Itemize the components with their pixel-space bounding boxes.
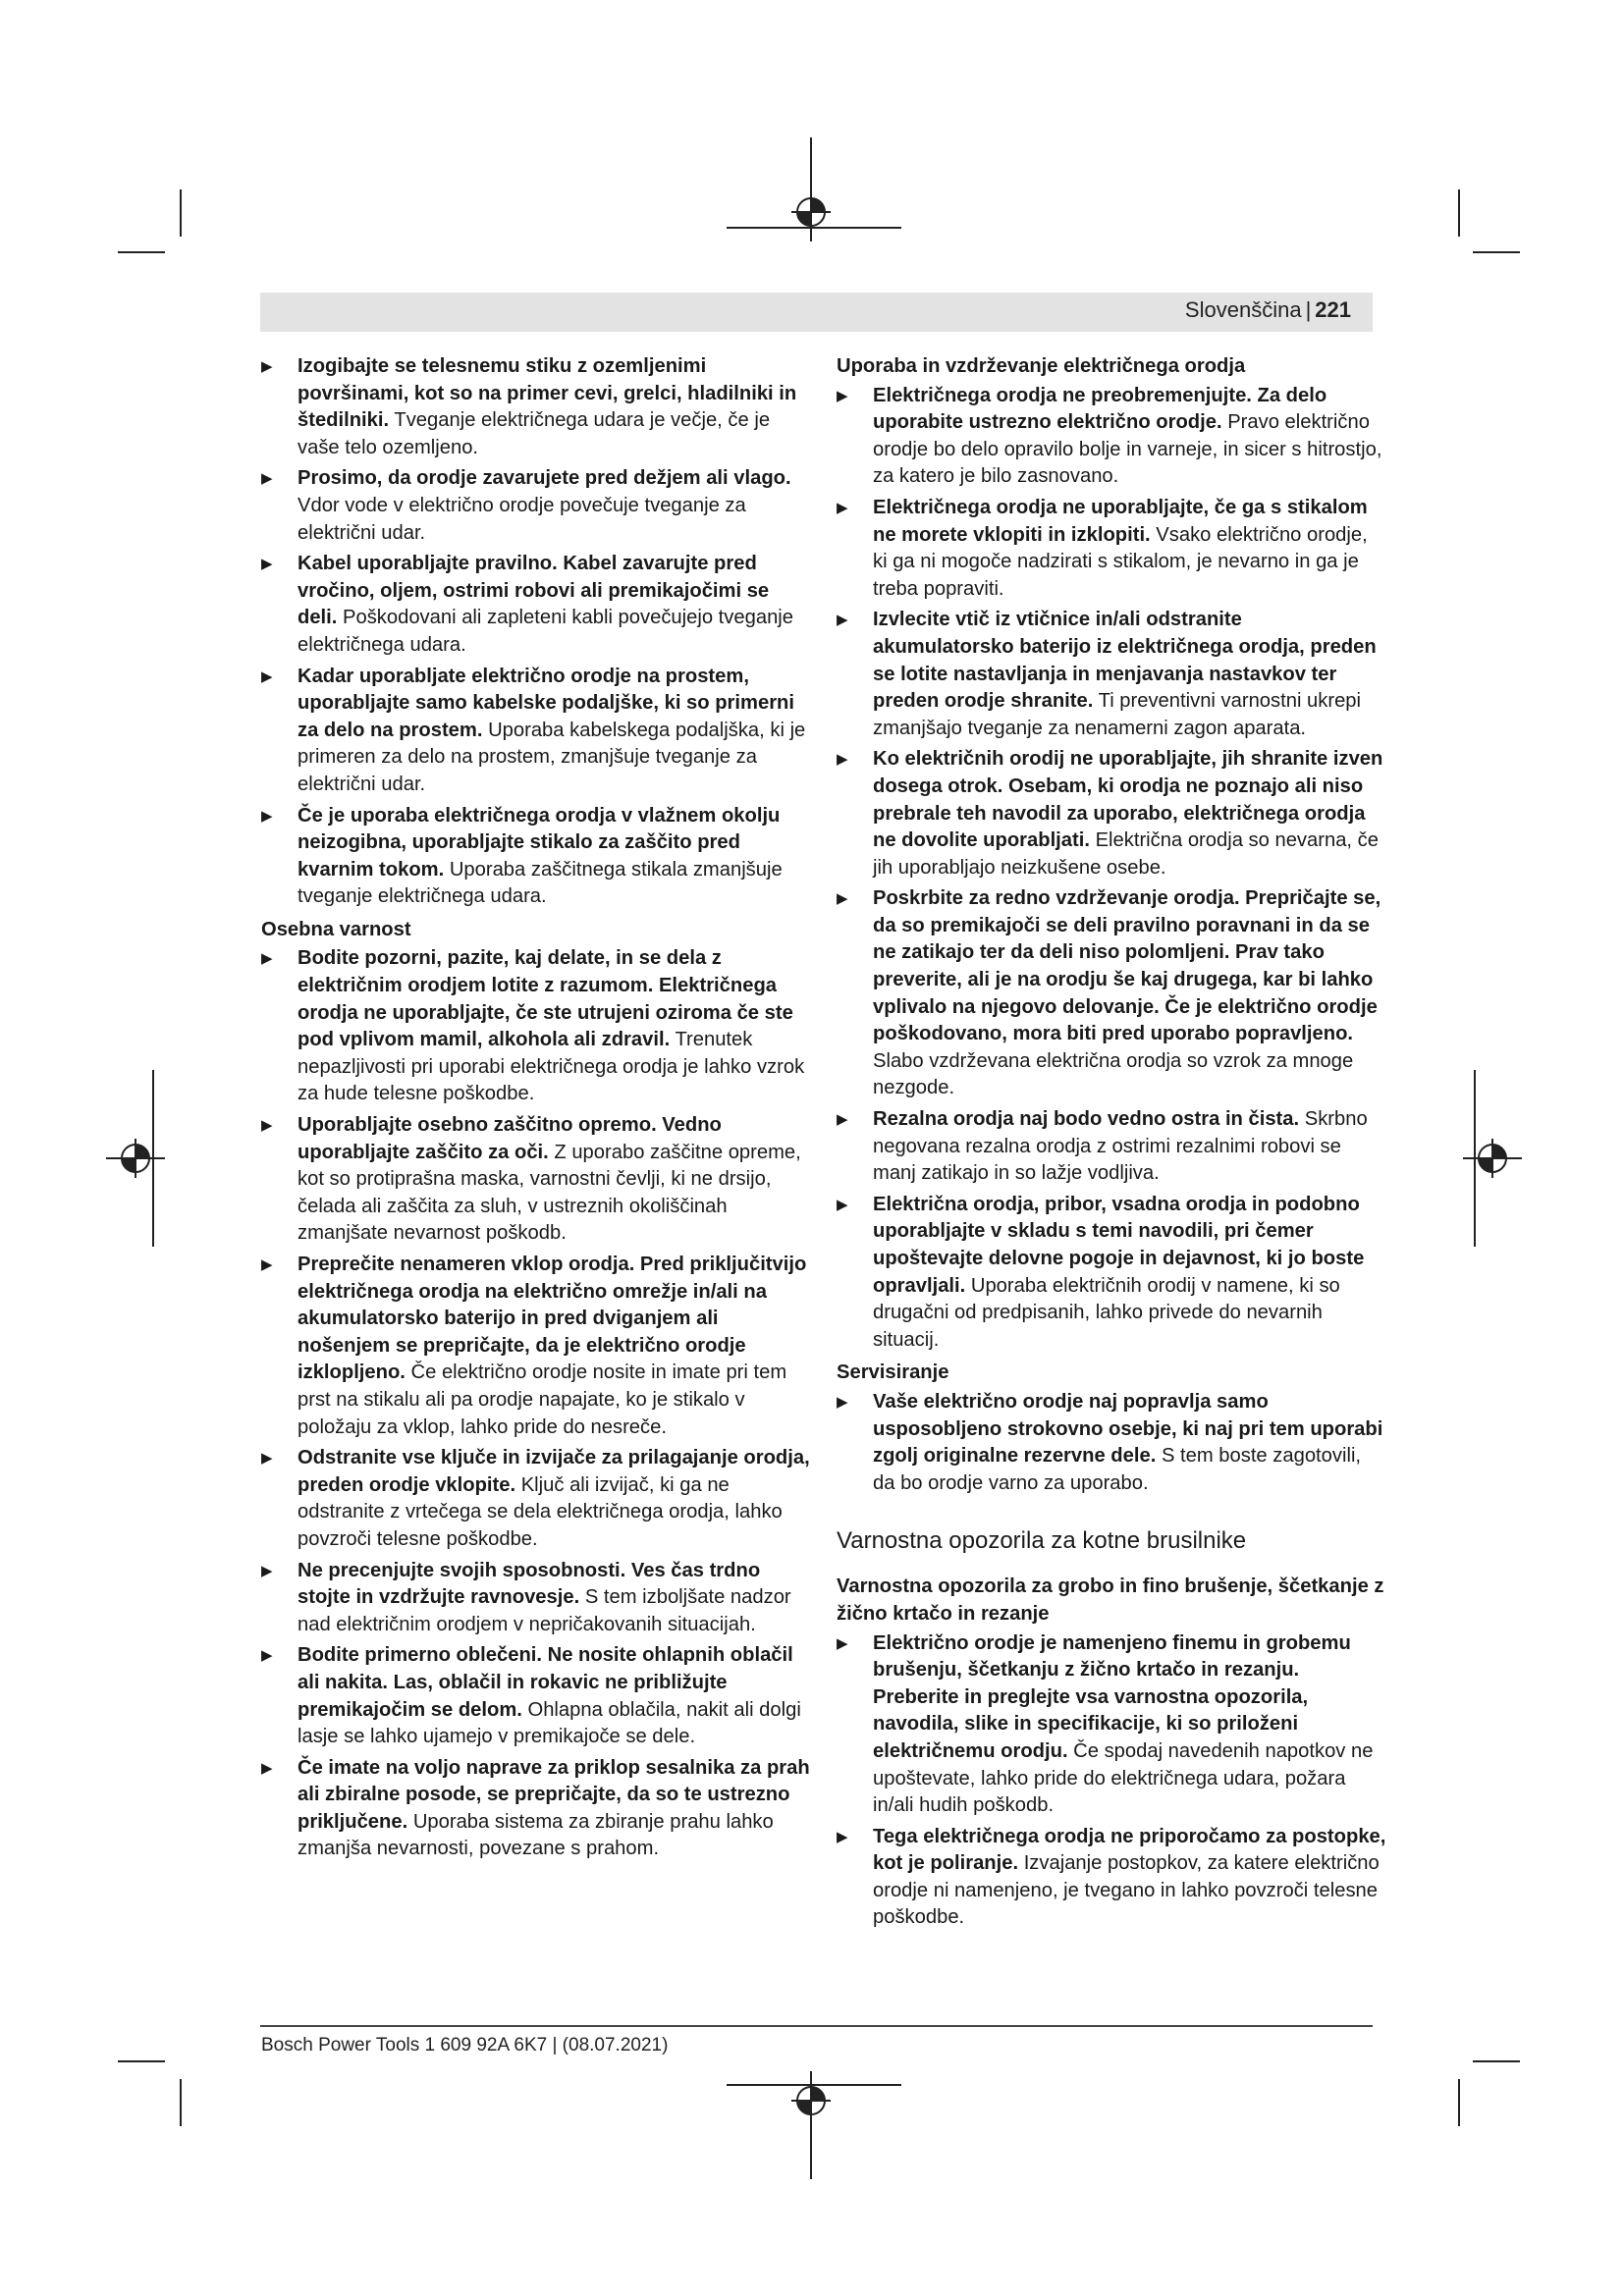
triangle-bullet-icon: ▶ <box>837 1634 848 1652</box>
triangle-bullet-icon: ▶ <box>261 1256 273 1273</box>
page-number: 221 <box>1315 297 1351 322</box>
warning-item <box>261 1755 811 1863</box>
warning-instruction: Rezalna orodja naj bodo vedno ostra in čista. <box>873 1108 1300 1131</box>
warning-explanation: Uporaba sistema za zbiranje prahu lahko zmanjša nevarnosti, povezane s prahom. <box>298 1810 774 1860</box>
header-text <box>1185 297 1351 323</box>
warning-item <box>837 495 1386 603</box>
warning-item <box>261 353 811 461</box>
warning-explanation: Če spodaj navedenih napotkov ne upoštevate, lahko pride do električnega udara, požara in/ali hudih poškodb. <box>873 1739 1374 1817</box>
warning-explanation: Tveganje električnega udara je večje, če je vaše telo ozemljeno. <box>298 409 771 458</box>
triangle-bullet-icon: ▶ <box>261 470 273 488</box>
left-items-b <box>261 945 811 1863</box>
registration-target-icon <box>106 1070 165 1247</box>
right-items-c <box>837 1630 1386 1933</box>
triangle-bullet-icon: ▶ <box>837 387 848 404</box>
warning-explanation: Uporaba električnih orodij v namene, ki so drugačni od predpisanih, lahko privede do nevarnih situacij. <box>873 1274 1340 1351</box>
warning-explanation: Če električno orodje nosite in imate pri tem prst na stikalu ali pa orodje napajate, ko je stikalo v položaju za vklop, lahko pride do nesreče. <box>298 1362 787 1438</box>
warning-explanation: Pravo električno orodje bo delo opravilo bolje in varneje, in sicer s hitrostjo, za katero je bilo zasnovano. <box>873 411 1382 488</box>
warning-instruction: Kadar uporabljate električno orodje na prostem, uporabljajte samo kabelske podaljške, ki so primerni za delo na prostem. <box>298 665 794 741</box>
warning-instruction: Izvlecite vtič iz vtičnice in/ali odstranite akumulatorsko baterijo iz električnega orodja, preden se lotite nastavljanja in menjavanja nastavkov ter preden orodje shranite. <box>873 609 1377 713</box>
warning-item <box>837 383 1386 491</box>
warning-explanation: Slabo vzdrževana električna orodja so vzrok za mnoge nezgode. <box>873 1049 1354 1099</box>
header-language: Slovenščina <box>1184 297 1302 322</box>
crop-mark <box>118 2060 165 2062</box>
right-items-a <box>837 383 1386 1355</box>
warning-item <box>261 1252 811 1441</box>
warning-instruction: Električnega orodja ne preobremenjujte. Za delo uporabite ustrezno električno orodje. <box>873 384 1327 434</box>
triangle-bullet-icon: ▶ <box>261 1450 273 1468</box>
footer-rule <box>260 2025 1373 2027</box>
warning-item <box>837 607 1386 742</box>
crop-mark <box>180 189 182 237</box>
crop-mark <box>1473 2060 1520 2062</box>
triangle-bullet-icon: ▶ <box>837 751 848 769</box>
warning-item <box>261 1445 811 1553</box>
triangle-bullet-icon: ▶ <box>261 807 273 825</box>
footer-text: Bosch Power Tools 1 609 92A 6K7 | (08.07.2021) <box>261 2035 669 2056</box>
triangle-bullet-icon: ▶ <box>261 358 273 375</box>
warning-item <box>837 1630 1386 1820</box>
registration-target-icon <box>727 2022 903 2179</box>
warning-instruction: Izogibajte se telesnemu stiku z ozemljenimi površinami, kot so na primer cevi, grelci, hladilniki in štedilniki. <box>298 355 797 432</box>
warning-item <box>261 1112 811 1248</box>
warning-explanation: Vsako električno orodje, ki ga ni mogoče nadzirati s stikalom, je nevarno in ga je treba popraviti. <box>873 523 1368 600</box>
triangle-bullet-icon: ▶ <box>261 1117 273 1135</box>
warning-explanation: Ti preventivni varnostni ukrepi zmanjšajo tveganje za nenamerni zagon aparata. <box>873 690 1362 739</box>
warning-explanation: Trenutek nepazljivosti pri uporabi električnega orodja je lahko vzrok za hude telesne poškodbe. <box>298 1029 805 1105</box>
warning-instruction: Električnega orodja ne uporabljajte, če ga s stikalom ne morete vklopiti in izklopiti. <box>873 496 1368 546</box>
subhead-grinding-warnings: Varnostna opozorila za grobo in fino brušenje, ščetkanje z žično krtačo in rezanje <box>837 1575 1384 1625</box>
warning-item <box>261 1558 811 1639</box>
warning-explanation: Ohlapna oblačila, nakit ali dolgi lasje se lahko ujamejo v premikajoče se dele. <box>298 1698 801 1748</box>
warning-instruction: Uporabljajte osebno zaščitno opremo. Vedno uporabljajte zaščito za oči. <box>298 1114 722 1163</box>
triangle-bullet-icon: ▶ <box>261 1759 273 1777</box>
warning-item <box>837 1106 1386 1188</box>
section-title-angle-grinders: Varnostna opozorila za kotne brusilnike <box>837 1527 1247 1555</box>
warning-instruction: Električno orodje je namenjeno finemu in grobemu brušenju, ščetkanju z žično krtačo in rezanju. Preberite in preglejte vsa varnostna opozorila, navodila, slike in specifikacije, ki so priloženi električnemu orodju. <box>873 1631 1351 1762</box>
warning-item <box>837 1192 1386 1355</box>
page-header <box>260 293 1373 332</box>
warning-instruction: Bodite primerno oblečeni. Ne nosite ohlapnih oblačil ali nakita. Las, oblačil in rokavic ne približujte premikajočim se delom. <box>298 1644 793 1721</box>
warning-instruction: Tega električnega orodja ne priporočamo za postopke, kot je poliranje. <box>873 1825 1386 1875</box>
right-items-b <box>837 1389 1386 1497</box>
warning-item <box>261 465 811 547</box>
triangle-bullet-icon: ▶ <box>261 950 273 968</box>
warning-item <box>261 803 811 911</box>
left-column <box>261 353 811 1867</box>
crop-mark <box>1458 189 1460 237</box>
registration-target-icon <box>1463 1070 1522 1247</box>
warning-instruction: Prosimo, da orodje zavarujete pred dežjem ali vlago. <box>298 467 791 490</box>
triangle-bullet-icon: ▶ <box>261 667 273 685</box>
warning-instruction: Električna orodja, pribor, vsadna orodja in podobno uporabljajte v skladu s temi navodili, pri čemer upoštevajte delovne pogoje in dejavnost, ki jo boste opravljali. <box>873 1193 1365 1297</box>
crop-mark <box>118 251 165 253</box>
triangle-bullet-icon: ▶ <box>837 499 848 516</box>
warning-explanation: Skrbno negovana rezalna orodja z ostrimi rezalnimi robovi se manj zatikajo in so lažje vodljiva. <box>873 1108 1368 1185</box>
left-items-a <box>261 353 811 911</box>
warning-instruction: Vaše električno orodje naj popravlja samo usposobljeno strokovno osebje, ki naj pri tem uporabi zgolj originalne rezervne dele. <box>873 1390 1383 1468</box>
warning-item <box>261 945 811 1108</box>
warning-instruction: Ko električnih orodij ne uporabljajte, jih shranite izven dosega otrok. Osebam, ki orodja ne poznajo ali niso prebrale teh navodil za uporabo, električnega orodja ne dovolite uporabljati. <box>873 748 1383 852</box>
crop-mark <box>1458 2079 1460 2126</box>
triangle-bullet-icon: ▶ <box>837 1828 848 1845</box>
warning-explanation: Električna orodja so nevarna, če jih uporabljajo neizkušene osebe. <box>873 829 1379 879</box>
triangle-bullet-icon: ▶ <box>837 612 848 629</box>
warning-instruction: Poskrbite za redno vzdrževanje orodja. Prepričajte se, da so premikajoči se deli pravilno poravnani in da se ne zatikajo ter da deli niso polomljeni. Prav tako preverite, ali je na orodju še kaj drugega, kar bi lahko vplivalo na njegovo delovanje. Če je električno orodje poškodovano, mora biti pred uporabo popravljeno. <box>873 887 1381 1045</box>
warning-item <box>261 551 811 659</box>
triangle-bullet-icon: ▶ <box>261 1647 273 1665</box>
warning-explanation: Uporaba kabelskega podaljška, ki je primeren za delo na prostem, zmanjšuje tveganje za električni udar. <box>298 719 806 795</box>
subhead-use-and-care: Uporaba in vzdrževanje električnega orodja <box>837 355 1246 377</box>
warning-instruction: Bodite pozorni, pazite, kaj delate, in se dela z električnim orodjem lotite z razumom. Električnega orodja ne uporabljajte, če ste utrujeni oziroma če ste pod vplivom mamil, alkohola ali zdravil. <box>298 947 793 1051</box>
warning-instruction: Preprečite nenameren vklop orodja. Pred priključitvijo električnega orodja na električno omrežje in/ali na akumulatorsko baterijo in pred dviganjem ali nošenjem se prepričajte, da je električno orodje izklopljeno. <box>298 1254 807 1384</box>
triangle-bullet-icon: ▶ <box>261 556 273 573</box>
crop-mark <box>1473 251 1520 253</box>
warning-item <box>837 746 1386 881</box>
warning-explanation: Izvajanje postopkov, za katere električno orodje ni namenjeno, je tvegano in lahko povzroči telesne poškodbe. <box>873 1852 1380 1929</box>
warning-item <box>261 1642 811 1750</box>
triangle-bullet-icon: ▶ <box>837 1393 848 1411</box>
subhead-personal-safety: Osebna varnost <box>261 918 411 940</box>
warning-explanation: S tem izboljšate nadzor nad električnim orodjem v nepričakovanih situacijah. <box>298 1586 791 1635</box>
warning-item <box>837 885 1386 1102</box>
crop-mark <box>180 2079 182 2126</box>
triangle-bullet-icon: ▶ <box>261 1562 273 1579</box>
warning-explanation: Poškodovani ali zapleteni kabli povečujejo tveganje električnega udara. <box>298 607 794 656</box>
warning-item <box>837 1824 1386 1932</box>
warning-explanation: Uporaba zaščitnega stikala zmanjšuje tveganje električnega udara. <box>298 858 783 908</box>
registration-target-icon <box>727 137 903 294</box>
triangle-bullet-icon: ▶ <box>837 890 848 908</box>
header-separator: | <box>1305 297 1312 322</box>
warning-explanation: Vdor vode v električno orodje povečuje tveganje za električni udar. <box>298 494 746 544</box>
warning-explanation: Z uporabo zaščitne opreme, kot so protiprašna maska, varnostni čevlji, ki ne drsijo, čelada ali zaščita za sluh, v ustreznih okoliščinah zmanjšate nevarnost poškodb. <box>298 1141 801 1245</box>
warning-item <box>261 664 811 799</box>
triangle-bullet-icon: ▶ <box>837 1196 848 1213</box>
warning-instruction: Če imate na voljo naprave za priklop sesalnika za prah ali zbiralne posode, se prepričajte, da so te ustrezno priključene. <box>298 1756 810 1833</box>
triangle-bullet-icon: ▶ <box>837 1111 848 1129</box>
warning-instruction: Če je uporaba električnega orodja v vlažnem okolju neizogibna, uporabljajte stikalo za zaščito pred kvarnim tokom. <box>298 804 781 881</box>
warning-item <box>837 1389 1386 1497</box>
right-column <box>837 353 1386 1936</box>
subhead-service: Servisiranje <box>837 1362 949 1384</box>
warning-instruction: Odstranite vse ključe in izvijače za prilagajanje orodja, preden orodje vklopite. <box>298 1447 810 1496</box>
warning-instruction: Kabel uporabljajte pravilno. Kabel zavarujte pred vročino, oljem, ostrimi robovi ali premikajočimi se deli. <box>298 553 770 629</box>
warning-explanation: Ključ ali izvijač, ki ga ne odstranite z vrtečega se dela električnega orodja, lahko povzroči telesne poškodbe. <box>298 1473 783 1550</box>
warning-explanation: S tem boste zagotovili, da bo orodje varno za uporabo. <box>873 1445 1362 1494</box>
warning-instruction: Ne precenjujte svojih sposobnosti. Ves čas trdno stojte in vzdržujte ravnovesje. <box>298 1559 761 1609</box>
